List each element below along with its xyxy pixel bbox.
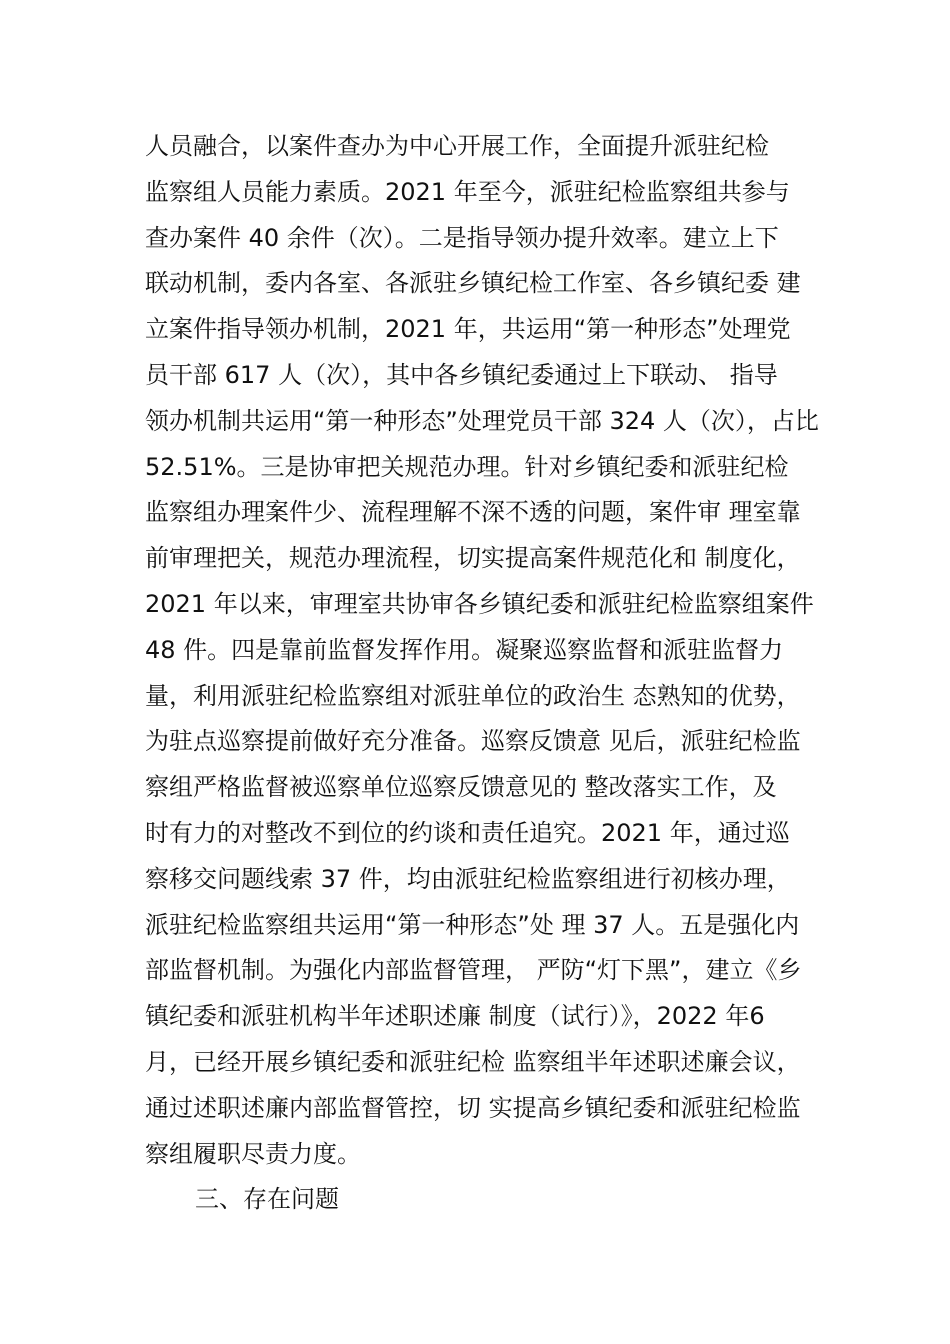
text-line-8: 52.51%。三是协审把关规范办理。针对乡镇纪委和派驻纪检 (145, 452, 789, 481)
text-line-2: 监察组人员能力素质。2021 年至今，派驻纪检监察组共参与 (145, 177, 790, 206)
text-line-9: 监察组办理案件少、流程理解不深不透的问题，案件审 理室靠 (145, 498, 801, 527)
text-line-12: 48 件。四是靠前监督发挥作用。凝聚巡察监督和派驻监督力 (145, 635, 784, 664)
text-line-1: 人员融合，以案件查办为中心开展工作，全面提升派驻纪检 (145, 132, 769, 160)
text-line-6: 员干部 617 人（次），其中各乡镇纪委通过上下联动、 指导 (145, 360, 778, 389)
text-line-23: 察组履职尽责力度。 (145, 1139, 361, 1168)
text-line-13: 量，利用派驻纪检监察组对派驻单位的政治生 态熟知的优势， (145, 681, 801, 710)
text-line-21: 月，已经开展乡镇纪委和派驻纪检 监察组半年述职述廉会议， (145, 1047, 801, 1076)
text-line-15: 察组严格监督被巡察单位巡察反馈意见的 整改落实工作，及 (145, 773, 777, 802)
text-line-22: 通过述职述廉内部监督管控，切 实提高乡镇纪委和派驻纪检监 (145, 1093, 801, 1122)
section-heading: 三、存在问题 (195, 1185, 339, 1214)
text-line-4: 联动机制，委内各室、各派驻乡镇纪检工作室、各乡镇纪委 建 (145, 269, 801, 298)
text-line-14: 为驻点巡察提前做好充分准备。巡察反馈意 见后，派驻纪检监 (145, 727, 801, 756)
text-line-16: 时有力的对整改不到位的约谈和责任追究。2021 年，通过巡 (145, 818, 790, 847)
text-line-10: 前审理把关，规范办理流程，切实提高案件规范化和 制度化， (145, 544, 801, 573)
text-line-11: 2021 年以来，审理室共协审各乡镇纪委和派驻纪检监察组案件 (145, 589, 814, 618)
text-line-5: 立案件指导领办机制，2021 年，共运用“第一种形态”处理党 (145, 315, 791, 344)
body-text (145, 124, 845, 1223)
text-line-20: 镇纪委和派驻机构半年述职述廉 制度（试行）》，2022 年6 (145, 1002, 765, 1031)
text-line-18: 派驻纪检监察组共运用“第一种形态”处 理 37 人。五是强化内 (145, 910, 800, 939)
text-line-7: 领办机制共运用“第一种形态”处理党员干部 324 人（次），占比 (145, 406, 819, 435)
text-line-3: 查办案件 40 余件（次）。二是指导领办提升效率。建立上下 (145, 223, 779, 252)
text-line-17: 察移交问题线索 37 件，均由派驻纪检监察组进行初核办理， (145, 864, 791, 893)
text-line-19: 部监督机制。为强化内部监督管理， 严防“灯下黑”，建立《乡 (145, 956, 802, 985)
